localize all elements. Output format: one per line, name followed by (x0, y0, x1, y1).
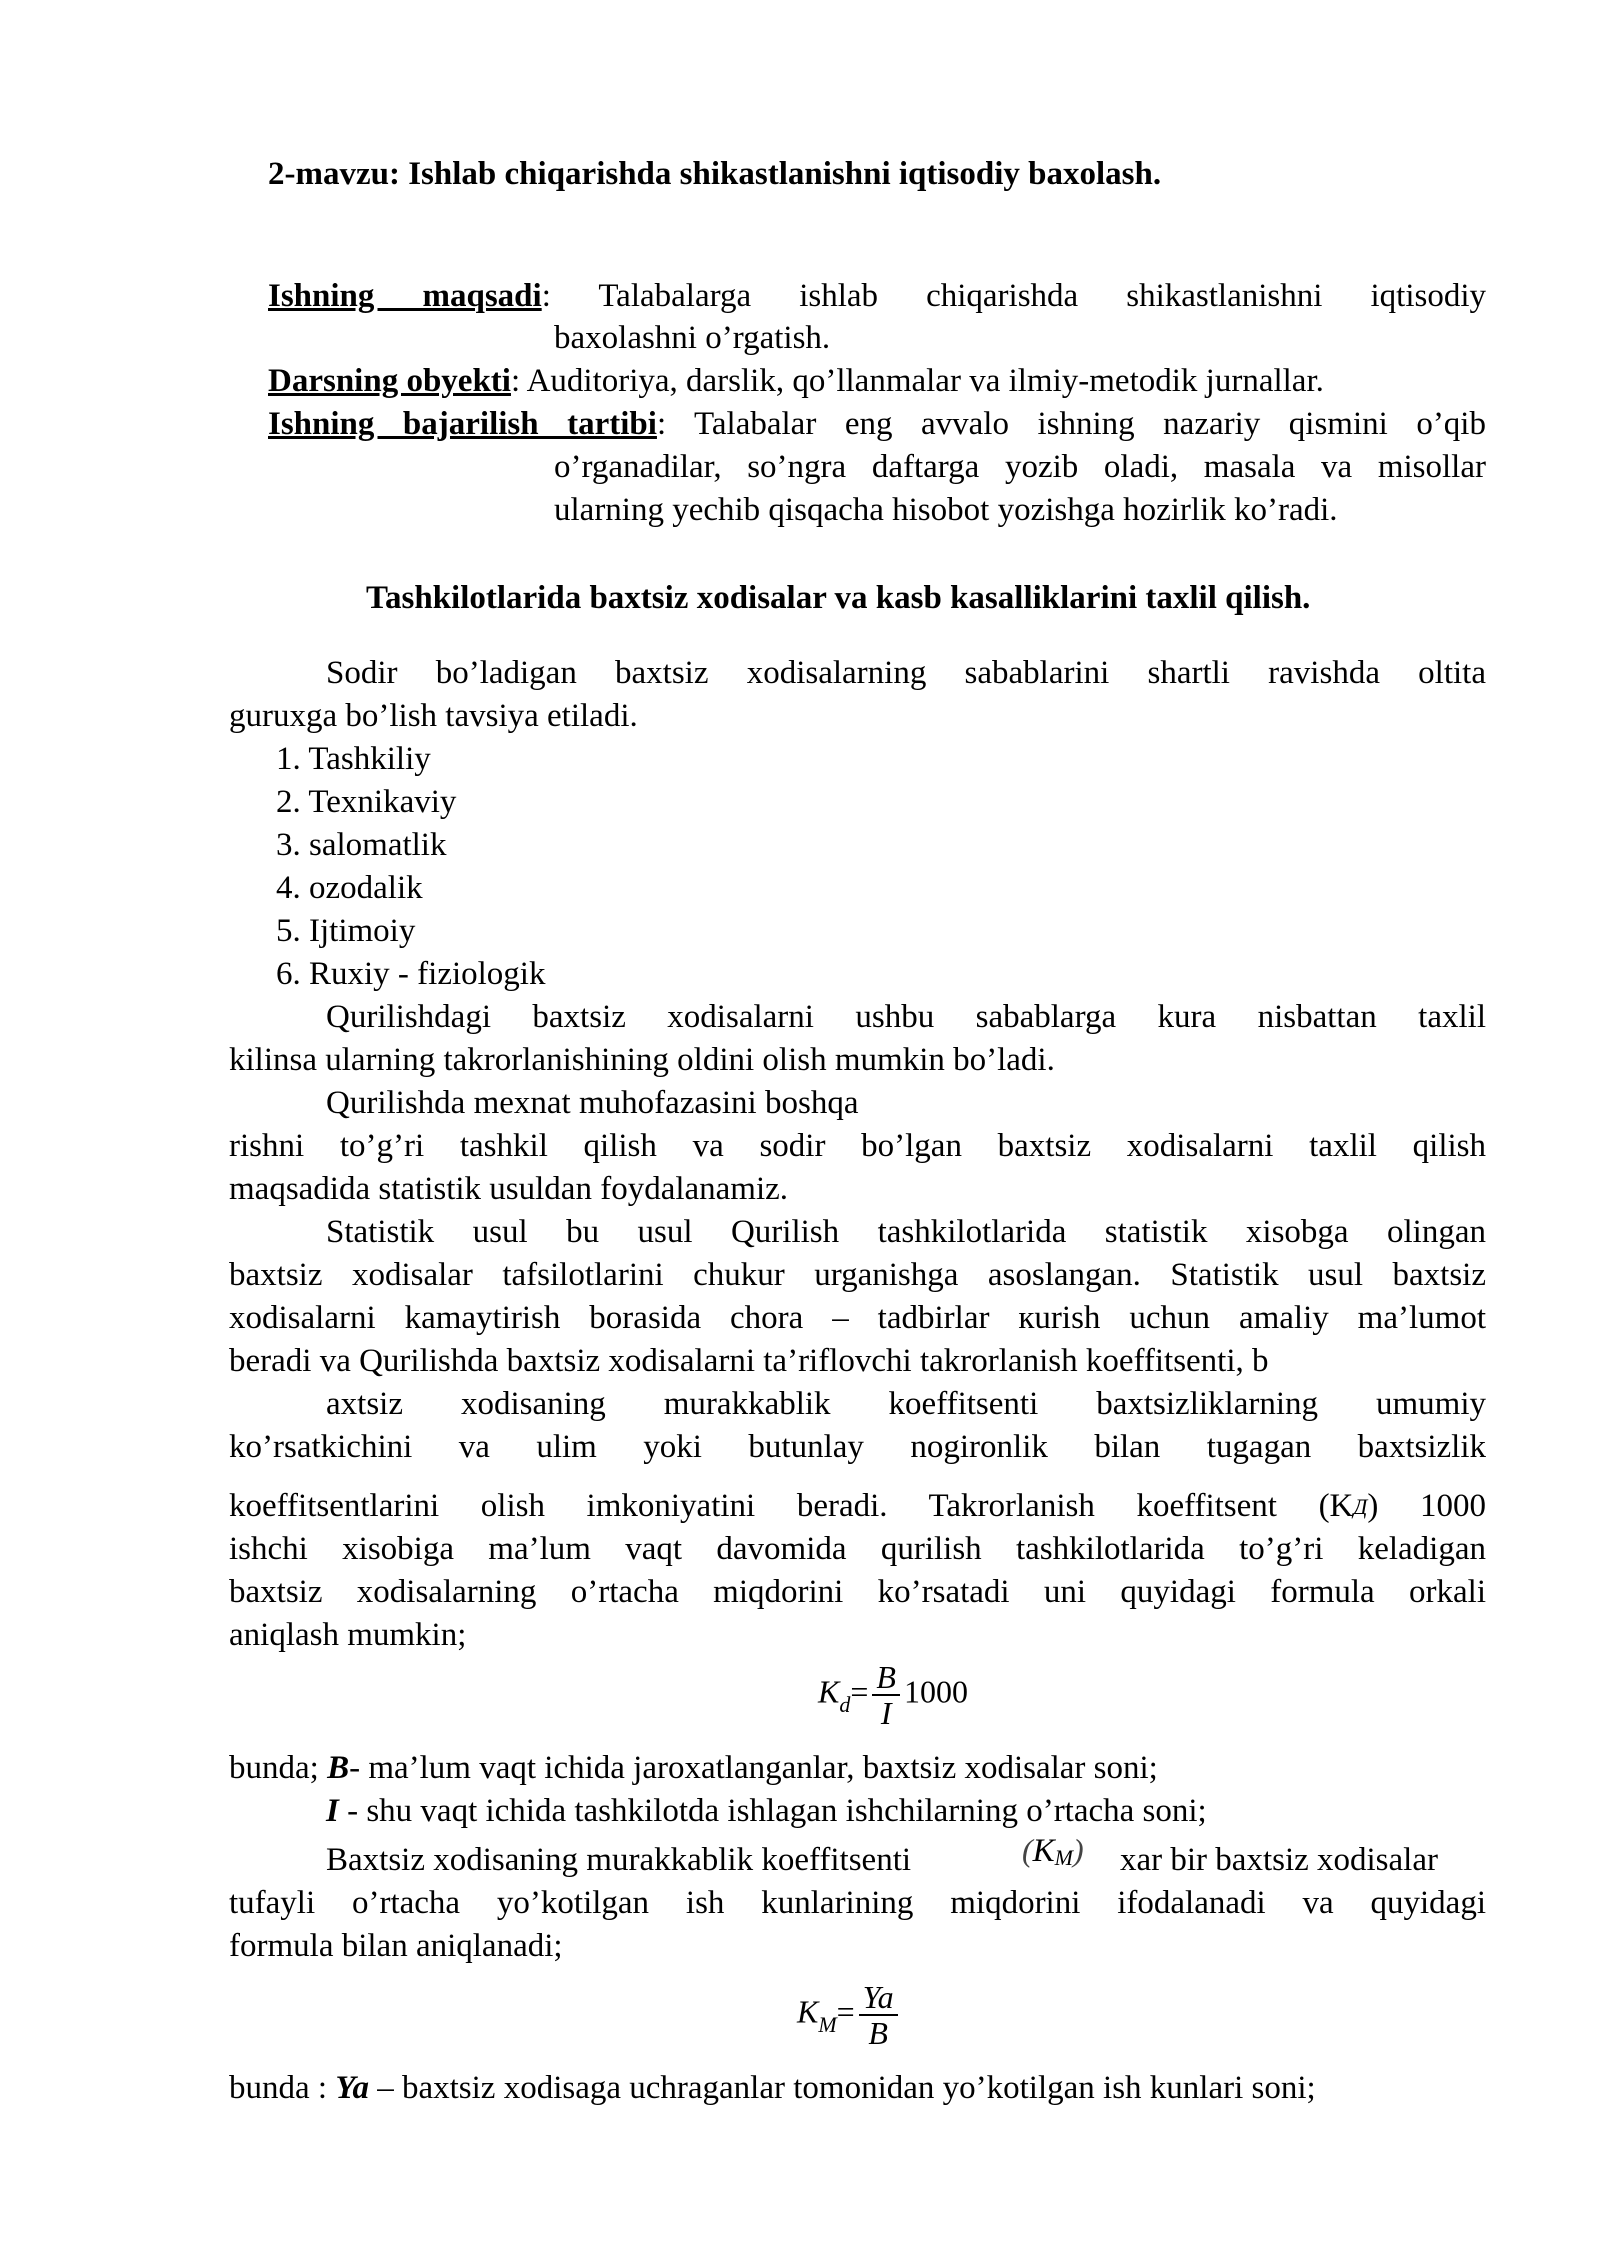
procedure-line-3: ularning yechib qisqacha hisobot yozishga hozirlik ko’radi. (554, 492, 1338, 528)
p4-km-symbol: (KM) (1022, 1832, 1084, 1870)
p4-line-1b: xar bir baxtsiz xodisalar (1120, 1842, 1438, 1878)
p3-line-9: baxtsiz xodisalarning o’rtacha miqdorini ko’rsatadi uni quyidagi formula orkali (229, 1574, 1486, 1610)
list-item: 3. salomatlik (276, 827, 447, 863)
list-item: 6. Ruxiy - fiziologik (276, 956, 546, 992)
p3-line-1: Statistik usul bu usul Qurilish tashkilotlarida statistik xisobga olingan (326, 1214, 1486, 1250)
section-title: Tashkilotlarida baxtsiz xodisalar va kasb kasalliklarini taxlil qilish. (366, 580, 1311, 616)
p4-line-2: tufayli o’rtacha yo’kotilgan ish kunlarining miqdorini ifodalanadi va quyidagi (229, 1885, 1486, 1921)
def-i: I - shu vaqt ichida tashkilotda ishlagan ishchilarning o’rtacha soni; (326, 1793, 1207, 1829)
procedure-line-1: Ishning bajarilish tartibi: Talabalar eng avvalo ishning nazariy qismini o’qib (268, 406, 1486, 442)
formula-kd-fraction: $\frac{B}{I}$ (872, 1660, 900, 1730)
intro-line-1: Sodir bo’ladigan baxtsiz xodisalarning sabablarini shartli ravishda oltita (326, 655, 1486, 691)
page-title: 2-mavzu: Ishlab chiqarishda shikastlanishni iqtisodiy baxolash. (268, 156, 1162, 192)
object-line (268, 361, 1324, 401)
p3-line-10: aniqlash mumkin; (229, 1617, 467, 1653)
p2-line-2: rishni to’g’ri tashkil qilish va sodir bo’lgan baxtsiz xodisalarni taxlil qilish (229, 1128, 1486, 1164)
p2-line-3: maqsadida statistik usuldan foydalanamiz. (229, 1171, 789, 1207)
p3-line-3: xodisalarni kamaytirish borasida chora – tadbirlar кurish uchun amaliy ma’lumot (229, 1300, 1486, 1336)
goal-line-2: baxolashni o’rgatish. (554, 320, 831, 356)
intro-line-2: guruxga bo’lish tavsiya etiladi. (229, 698, 638, 734)
procedure-label: Ishning bajarilish tartibi (268, 406, 657, 442)
list-item: 1. Tashkiliy (276, 741, 431, 777)
p4-line-1a: Baxtsiz xodisaning murakkablik koeffitsenti (326, 1842, 912, 1878)
goal-line-1: Ishning maqsadi: Talabalarga ishlab chiqarishda shikastlanishni iqtisodiy (268, 278, 1487, 314)
p3-line-2: baxtsiz xodisalar tafsilotlarini chukur urganishga asoslangan. Statistik usul baxtsiz (229, 1257, 1486, 1293)
p3-line-8: ishchi xisobiga ma’lum vaqt davomida qurilish tashkilotlarida to’g’ri keladigan (229, 1531, 1486, 1567)
p4-line-3: formula bilan aniqlanadi; (229, 1928, 563, 1964)
goal-label: Ishning maqsadi (268, 278, 542, 314)
p3-line-7: koeffitsentlarini olish imkoniyatini beradi. Takrorlanish koeffitsent (KД) 1000 (229, 1488, 1486, 1524)
object-label: Darsning obyekti (268, 363, 511, 399)
object-text: : Auditoriya, darslik, qo’llanmalar va ilmiy-metodik jurnallar. (510, 363, 1324, 399)
p1-line-2: kilinsa ularning takrorlanishining oldini olish mumkin bo’ladi. (229, 1042, 1055, 1078)
p3-line-5: axtsiz xodisaning murakkablik koeffitsenti baxtsizliklarning umumiy (326, 1386, 1486, 1422)
p1-line-1: Qurilishdagi baxtsiz xodisalarni ushbu sabablarga kura nisbattan taxlil (326, 999, 1486, 1035)
list-item: 4. ozodalik (276, 870, 423, 906)
p2-line-1: Qurilishda mexnat muhofazasini boshqa (326, 1085, 859, 1121)
formula-km: $K_M=$ $\frac{Ya}{B}$ (797, 1980, 902, 2050)
p3-line-4: beradi va Qurilishda baxtsiz xodisalarni ta’riflovchi takrorlanish koeffitsenti, b (229, 1343, 1269, 1379)
def-b: bunda; B- ma’lum vaqt ichida jaroxatlanganlar, baxtsiz xodisalar soni; (229, 1750, 1158, 1786)
def-ya: bunda : Ya – baxtsiz xodisaga uchraganlar tomonidan yo’kotilgan ish kunlari soni; (229, 2070, 1316, 2106)
procedure-line-2: o’rganadilar, so’ngra daftarga yozib oladi, masala va misollar (554, 449, 1486, 485)
p3-line-6: ko’rsatkichini va ulim yoki butunlay nogironlik bilan tugagan baxtsizlik (229, 1429, 1486, 1465)
formula-km-fraction: $\frac{Ya}{B}$ (859, 1980, 898, 2050)
list-item: 5. Ijtimoiy (276, 913, 416, 949)
goal-text: Talabalarga ishlab chiqarishda shikastlanishni iqtisodiy (598, 278, 1487, 314)
list-item: 2. Texnikaviy (276, 784, 457, 820)
formula-kd: $K_d=$ $\frac{B}{I}$ 1000 (818, 1659, 968, 1731)
